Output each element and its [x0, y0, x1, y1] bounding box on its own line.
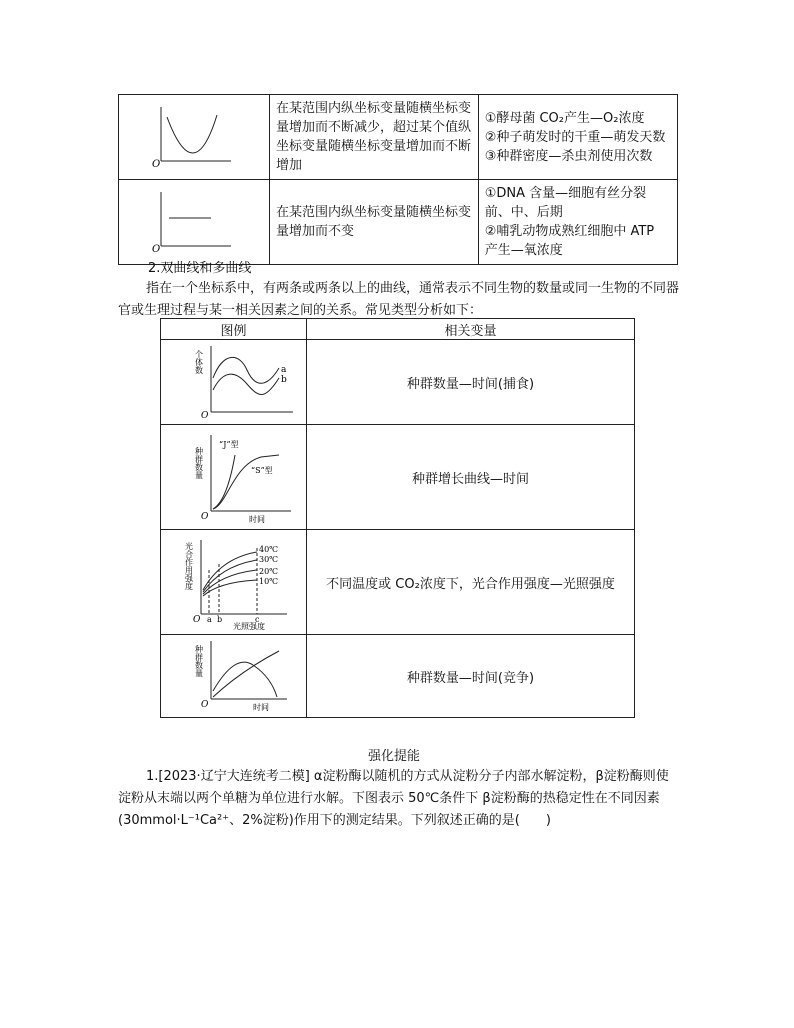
graph-cell — [119, 180, 270, 265]
table-header-row — [161, 319, 635, 340]
tick-a: a — [207, 615, 212, 624]
multi-curve-table — [160, 318, 635, 718]
table-row — [119, 180, 678, 265]
intro-paragraph: 指在一个坐标系中，有两条或两条以上的曲线，通常表示不同生物的数量或同一生物的不同器官或生理过程与某一相关因素之间的关系。常见类型分析如下： — [118, 281, 680, 318]
photosynthesis-graph — [161, 530, 306, 630]
description-cell: 在某范围内纵坐标变量随横坐标变量增加而不变 — [270, 180, 479, 265]
curve-b — [213, 374, 279, 394]
examples-cell — [478, 180, 677, 265]
flat-line-graph-icon — [119, 180, 269, 260]
origin-label: O — [201, 411, 209, 420]
u-curve — [167, 115, 217, 153]
predation-graph — [161, 340, 306, 420]
curve-label-a: a — [281, 365, 287, 375]
table-row — [161, 530, 635, 635]
x-axis-label: 时间 — [249, 515, 265, 524]
variable-cell: 种群增长曲线—时间 — [307, 425, 635, 530]
tick-b: b — [217, 615, 223, 624]
example-item: ②哺乳动物成熟红细胞中 ATP 产生—氧浓度 — [484, 224, 655, 258]
variable-cell: 种群数量—时间(竞争) — [307, 635, 635, 718]
competition-graph — [161, 635, 306, 713]
graph-cell — [161, 530, 307, 635]
y-axis-label: 个体数 — [194, 350, 204, 374]
origin-label: O — [201, 700, 209, 710]
curve-label-40: 40℃ — [259, 545, 279, 554]
header-variable: 相关变量 — [307, 319, 635, 340]
curve-label-10: 10℃ — [259, 577, 279, 586]
example-item: ②种子萌发时的干重—萌发天数 — [484, 129, 666, 145]
origin-label: O — [152, 159, 161, 170]
curve-rising — [213, 651, 279, 697]
description-cell: 在某范围内纵坐标变量随横坐标变量增加而不断减少，超过某个值纵坐标变量随横坐标变量增加而不断增加 — [270, 95, 479, 180]
examples-cell — [478, 95, 677, 180]
origin-label: O — [152, 244, 161, 255]
curve-label-20: 20℃ — [259, 567, 279, 576]
example-item: ①DNA 含量—细胞有丝分裂前、中、后期 — [484, 186, 647, 220]
s-curve-label: “S”型 — [251, 466, 273, 475]
section-heading: 2.双曲线和多曲线 — [148, 261, 252, 276]
y-axis-label: 种群数量 — [194, 447, 204, 479]
y-axis-label: 光合作用强度 — [184, 542, 194, 590]
table-row — [161, 635, 635, 718]
growth-curve-graph — [161, 425, 306, 525]
x-axis-label: 光照强度 — [233, 622, 265, 630]
origin-label: O — [201, 512, 209, 522]
table-row — [161, 425, 635, 530]
header-legend: 图例 — [161, 319, 307, 340]
j-curve-label: “J”型 — [219, 440, 239, 449]
tick-c: c — [255, 615, 260, 624]
table-row — [119, 95, 678, 180]
curve-label-b: b — [281, 375, 287, 385]
example-item: ①酵母菌 CO₂产生—O₂浓度 — [484, 110, 645, 126]
graph-cell — [161, 425, 307, 530]
graph-cell — [119, 95, 270, 180]
example-item: ③种群密度—杀虫剂使用次数 — [484, 148, 653, 164]
practice-heading: 强化提能 — [368, 749, 421, 764]
x-axis-label: 时间 — [253, 703, 269, 712]
curve-falling — [213, 662, 277, 697]
j-curve — [213, 455, 235, 509]
s-curve — [213, 455, 279, 509]
table-row — [161, 340, 635, 425]
variable-cell: 不同温度或 CO₂浓度下，光合作用强度—光照强度 — [307, 530, 635, 635]
curve-a — [213, 357, 279, 383]
question-1: 1.[2023·辽宁大连统考二模] α淀粉酶以随机的方式从淀粉分子内部水解淀粉，β淀粉酶则使淀粉从末端以两个单糖为单位进行水解。下图表示 50℃条件下 β淀粉酶的热稳定性在不同因素(30mmol·L⁻¹Ca²⁺、2%淀粉)作用下的测定结果。下列叙述正确的是( ) — [118, 769, 669, 828]
graph-cell — [161, 635, 307, 718]
u-curve-graph-icon — [119, 95, 269, 175]
curve-types-table — [118, 94, 678, 265]
y-axis-label: 种群数量 — [194, 645, 204, 677]
curve-label-30: 30℃ — [259, 555, 279, 564]
variable-cell: 种群数量—时间(捕食) — [307, 340, 635, 425]
origin-label: O — [193, 615, 201, 625]
graph-cell — [161, 340, 307, 425]
